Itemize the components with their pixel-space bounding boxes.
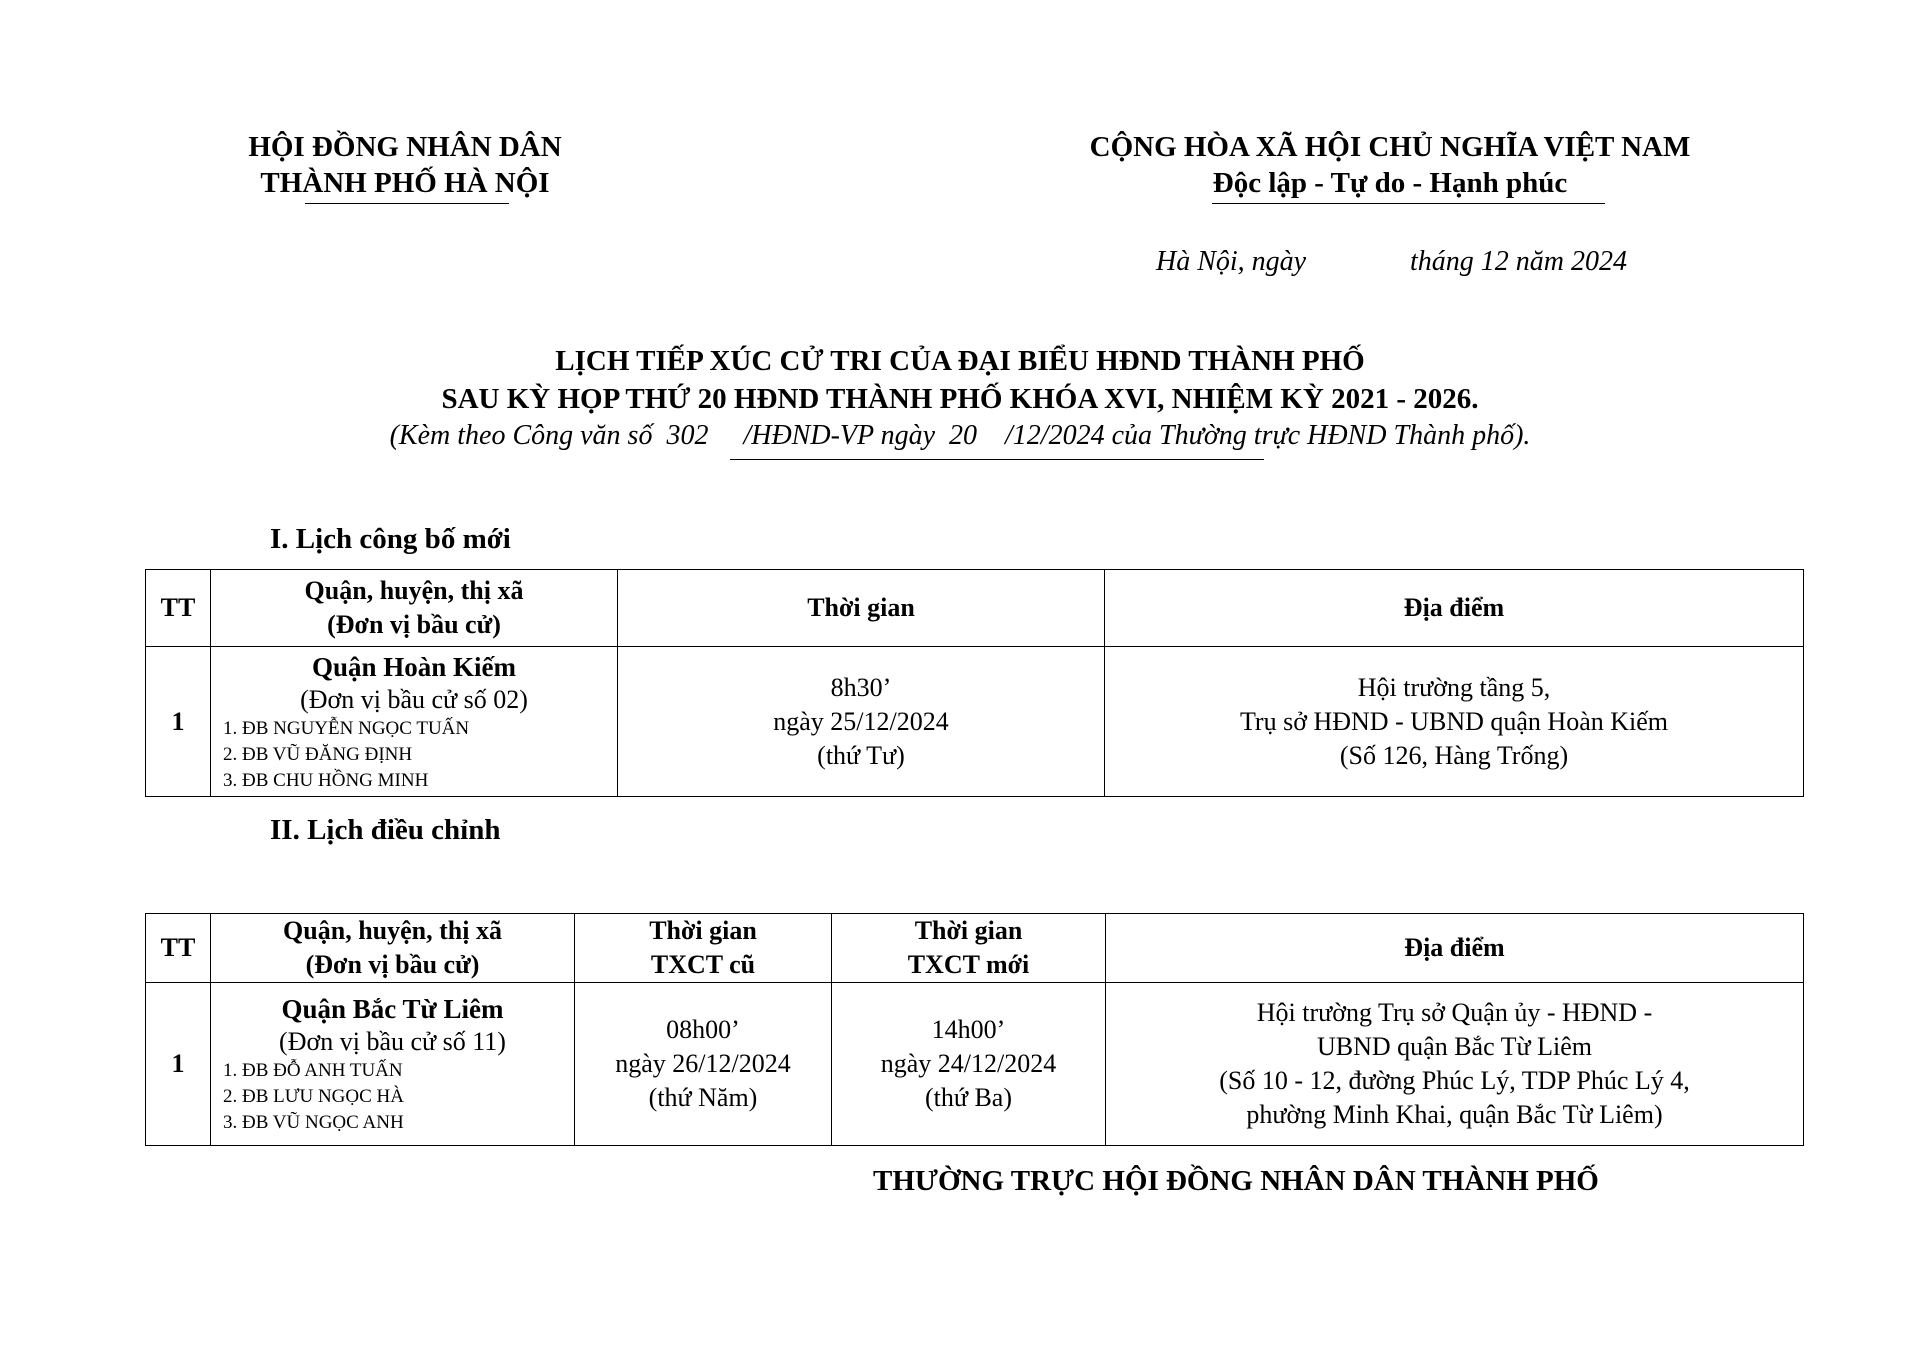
place-line: Trụ sở HĐND - UBND quận Hoàn Kiếm — [1239, 706, 1669, 736]
table-row — [146, 983, 1804, 1146]
delegate-list — [211, 1058, 574, 1136]
header-new-time-line1: Thời gian — [914, 916, 1023, 945]
section2-heading: II. Lịch điều chỉnh — [270, 814, 501, 846]
delegate-item: 3. ĐB VŨ NGỌC ANH — [223, 1112, 404, 1133]
table-header-row — [146, 570, 1804, 647]
header-new-time — [832, 914, 1106, 983]
table-header-row — [146, 914, 1804, 983]
place-line: Hội trường tầng 5, — [1357, 672, 1551, 702]
row-place-cell — [1106, 983, 1804, 1146]
header-district — [211, 570, 618, 647]
date-place: Hà Nội, ngày — [1156, 246, 1307, 277]
delegate-item: 1. ĐB NGUYỄN NGỌC TUẤN — [223, 717, 470, 739]
district-name: Quận Hoàn Kiếm — [311, 651, 517, 682]
issuer-line1: HỘI ĐỒNG NHÂN DÂN — [248, 131, 562, 163]
document-subtitle: SAU KỲ HỌP THỨ 20 HĐND THÀNH PHỐ KHÓA XVI, NHIỆM KỲ 2021 - 2026. — [441, 383, 1479, 415]
time-date: ngày 25/12/2024 — [773, 706, 949, 736]
row-tt: 1 — [146, 983, 211, 1146]
new-time-date: ngày 24/12/2024 — [880, 1049, 1057, 1078]
header-old-time-line1: Thời gian — [649, 916, 757, 945]
header-new-time-line2: TXCT mới — [907, 950, 1030, 979]
header-place: Địa điểm — [1106, 914, 1804, 983]
table-row — [146, 647, 1804, 797]
motto: Độc lập - Tự do - Hạnh phúc — [1212, 167, 1568, 199]
delegate-item: 3. ĐB CHU HỒNG MINH — [223, 769, 429, 791]
document-title: LỊCH TIẾP XÚC CỬ TRI CỦA ĐẠI BIỂU HĐND THÀNH PHỐ — [555, 345, 1365, 377]
row-district-cell — [211, 983, 575, 1146]
national-motto-block — [1060, 129, 1720, 201]
electoral-unit: (Đơn vị bầu cử số 11) — [279, 1027, 506, 1056]
header-tt: TT — [146, 570, 211, 647]
place-line: (Số 126, Hàng Trống) — [1339, 740, 1569, 770]
date-month-year: tháng 12 năm 2024 — [1410, 246, 1627, 277]
electoral-unit: (Đơn vị bầu cử số 02) — [300, 684, 528, 714]
header-district-line1: Quận, huyện, thị xã — [283, 916, 502, 945]
place-line: UBND quận Bắc Từ Liêm — [1316, 1032, 1592, 1061]
issuer-line2: THÀNH PHỐ HÀ NỘI — [260, 167, 550, 199]
old-time-hour: 08h00’ — [666, 1015, 740, 1044]
header-district-line2: (Đơn vị bầu cử) — [327, 610, 501, 639]
header-district-line1: Quận, huyện, thị xã — [304, 576, 524, 605]
signature-authority: THƯỜNG TRỰC HỘI ĐỒNG NHÂN DÂN THÀNH PHỐ — [873, 1165, 1599, 1197]
issuer-underline — [305, 203, 509, 204]
row-old-time-cell — [575, 983, 832, 1146]
delegate-item: 2. ĐB VŨ ĐĂNG ĐỊNH — [223, 743, 413, 765]
place-line: (Số 10 - 12, đường Phúc Lý, TDP Phúc Lý 4, — [1219, 1066, 1690, 1095]
row-place-cell — [1105, 647, 1804, 797]
new-time-hour: 14h00’ — [931, 1015, 1006, 1044]
section1-heading: I. Lịch công bố mới — [270, 523, 511, 555]
old-time-date: ngày 26/12/2024 — [615, 1049, 791, 1078]
delegate-item: 2. ĐB LƯU NGỌC HÀ — [223, 1086, 404, 1107]
delegate-item: 1. ĐB ĐỖ ANH TUẤN — [223, 1060, 403, 1081]
attachment-note: (Kèm theo Công văn số 302 /HĐND-VP ngày 20 /12/2024 của Thường trực HĐND Thành phố). — [389, 420, 1531, 451]
header-old-time — [575, 914, 832, 983]
place-line: Hội trường Trụ sở Quận ủy - HĐND - — [1256, 998, 1653, 1027]
header-time: Thời gian — [618, 570, 1105, 647]
header-tt: TT — [146, 914, 211, 983]
district-name: Quận Bắc Từ Liêm — [281, 994, 504, 1024]
title-underline — [730, 459, 1264, 460]
issuer-block — [230, 129, 580, 201]
country-name: CỘNG HÒA XÃ HỘI CHỦ NGHĨA VIỆT NAM — [1089, 131, 1691, 163]
adjusted-schedule-table — [145, 913, 1804, 1146]
header-place: Địa điểm — [1105, 570, 1804, 647]
motto-underline — [1212, 203, 1605, 204]
delegate-list — [211, 716, 617, 794]
header-district — [211, 914, 575, 983]
time-hour: 8h30’ — [830, 672, 892, 702]
header-district-line2: (Đơn vị bầu cử) — [305, 950, 480, 979]
time-weekday: (thứ Tư) — [817, 740, 905, 770]
row-new-time-cell — [832, 983, 1106, 1146]
row-time-cell — [618, 647, 1105, 797]
new-time-weekday: (thứ Ba) — [924, 1083, 1012, 1112]
place-line: phường Minh Khai, quận Bắc Từ Liêm) — [1246, 1100, 1663, 1129]
header-old-time-line2: TXCT cũ — [650, 950, 756, 979]
row-district-cell — [211, 647, 618, 797]
row-tt: 1 — [146, 647, 211, 797]
new-schedule-table — [145, 569, 1804, 797]
old-time-weekday: (thứ Năm) — [648, 1083, 758, 1112]
